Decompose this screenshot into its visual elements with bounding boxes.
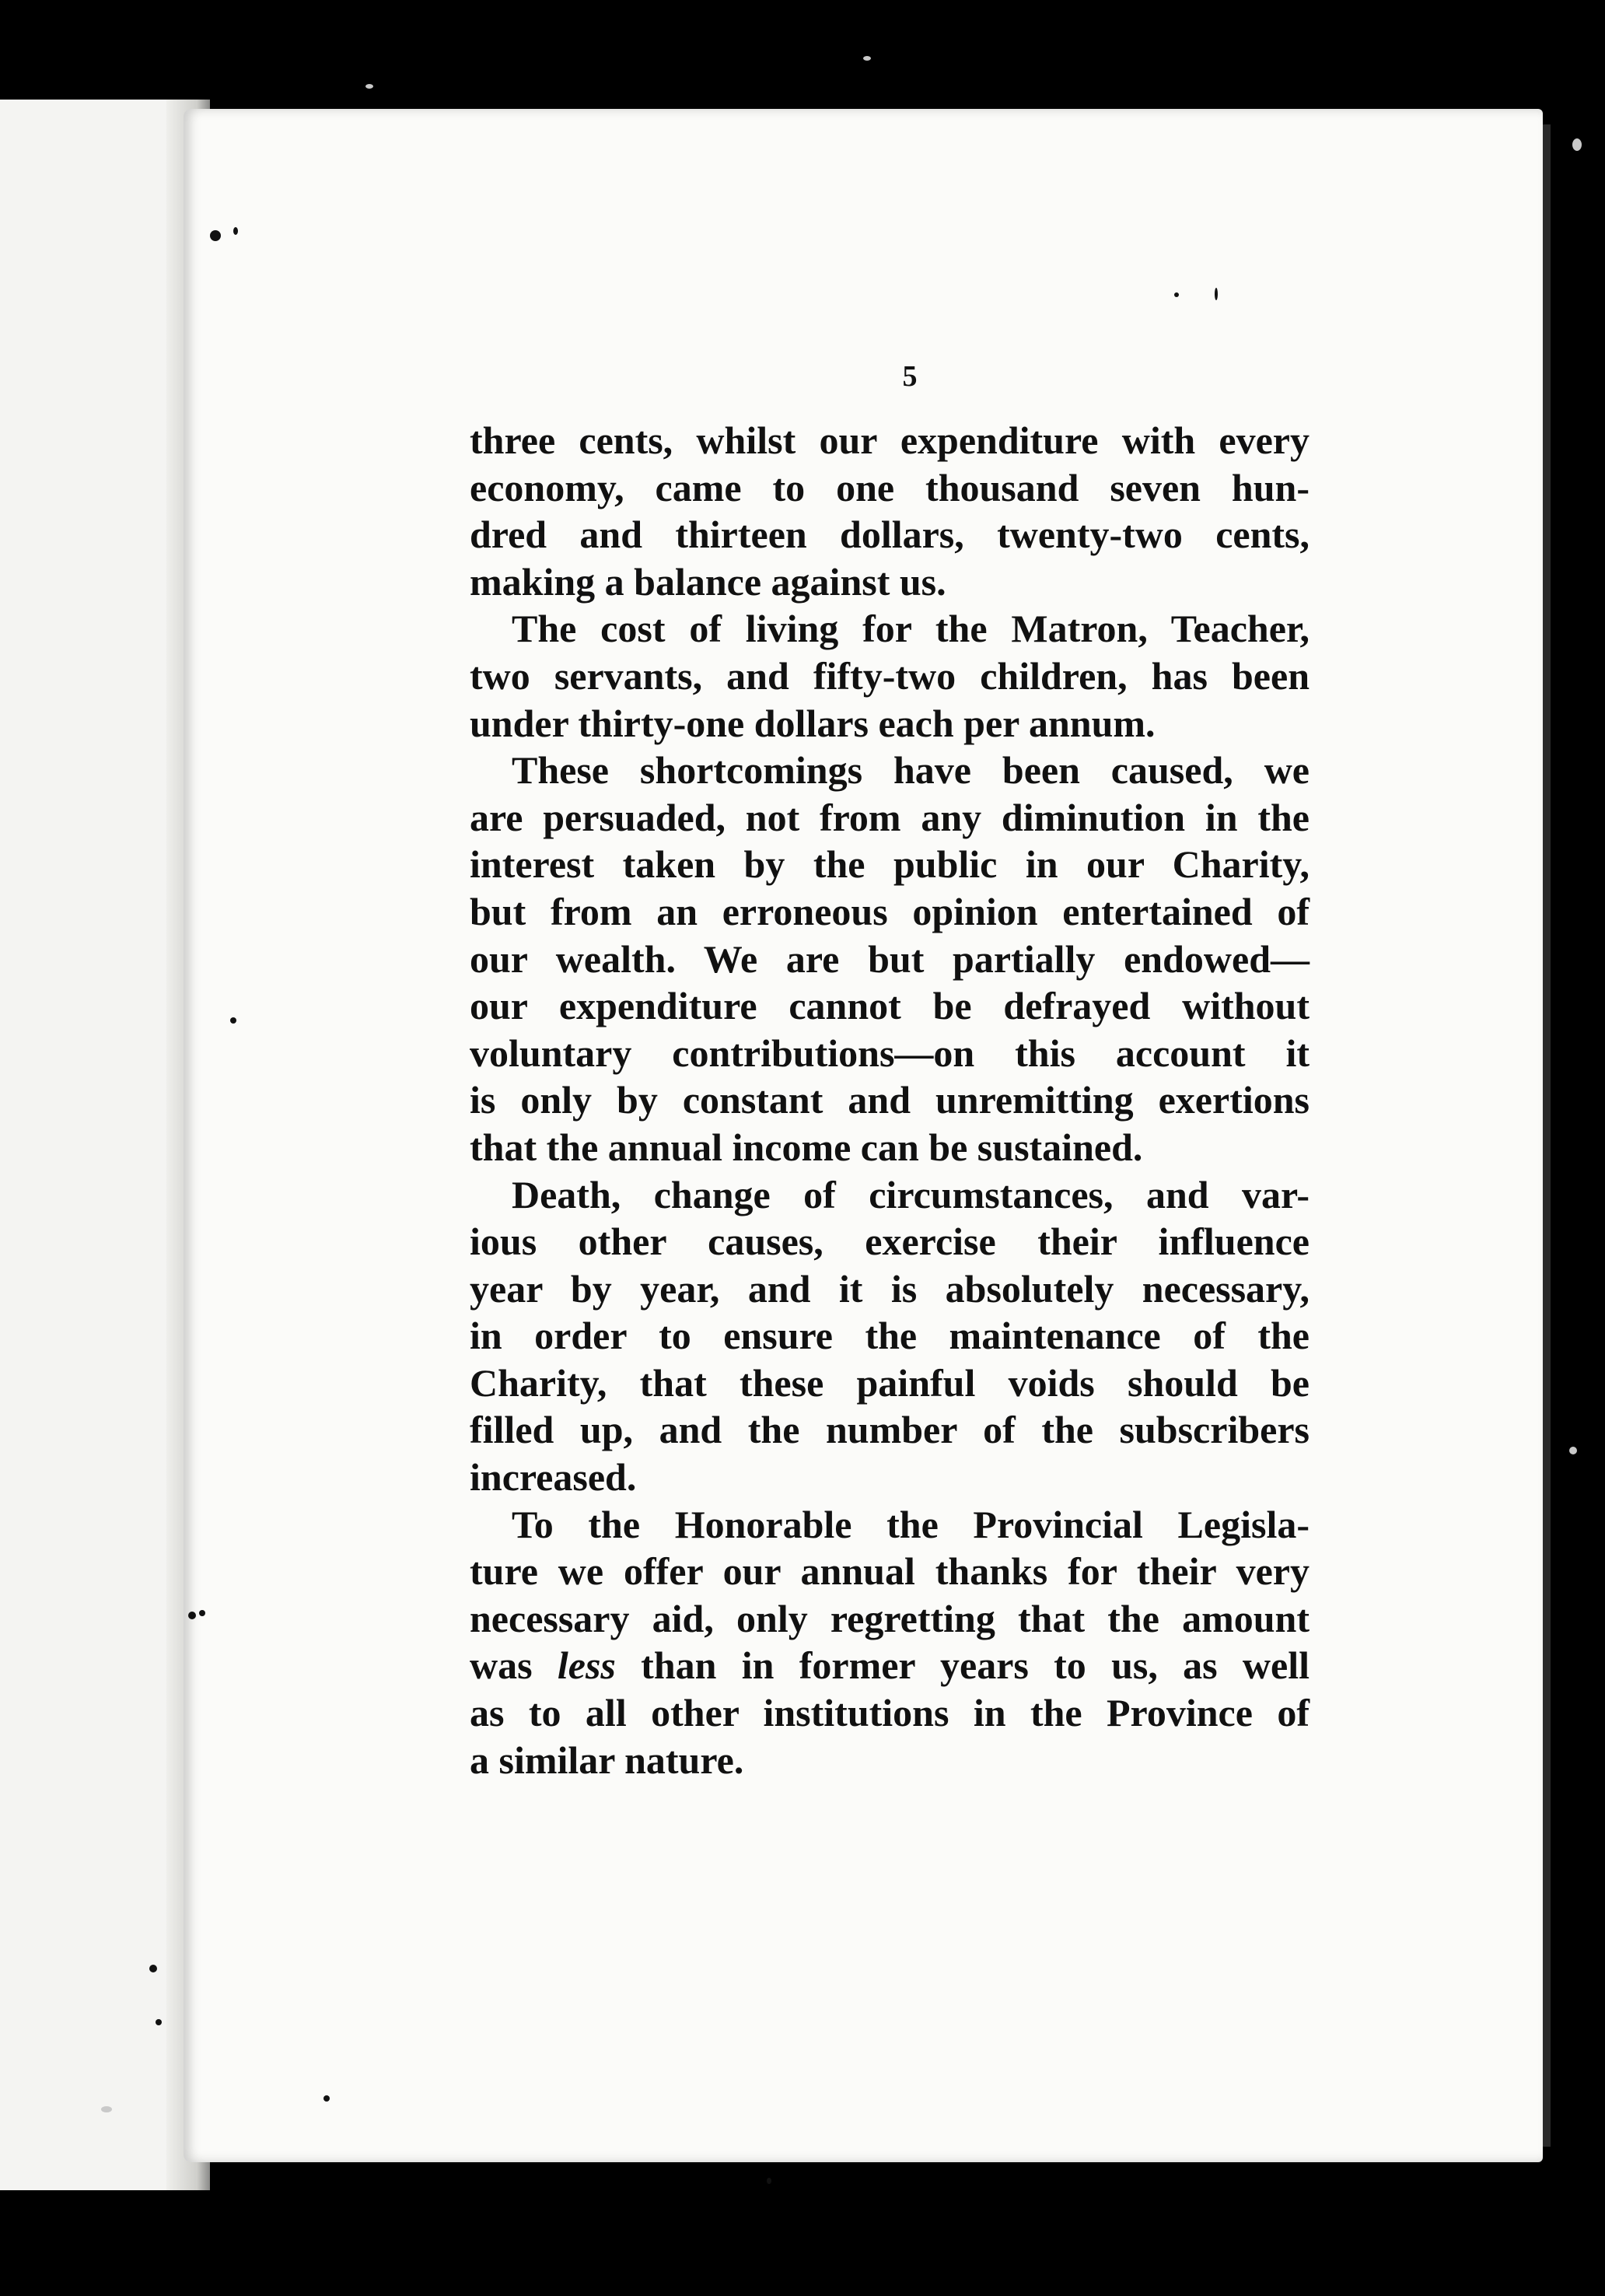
emphasized-word: less (557, 1643, 616, 1688)
text-line: three cents, whilst our expenditure with every (470, 418, 1310, 462)
text-line: two servants, and fifty-two children, has been (470, 653, 1310, 698)
text-line: our wealth. We are but partially endowed— (470, 936, 1310, 981)
scan-speck (863, 56, 871, 61)
text-line: Death, change of circumstances, and var- (512, 1172, 1310, 1216)
scan-speck (1174, 292, 1179, 297)
text-fragment: than in former years to us, as well (641, 1643, 1310, 1688)
text-line: increased. (470, 1455, 637, 1500)
text-line: ious other causes, exercise their influence (470, 1220, 1310, 1264)
body-text (470, 417, 1310, 1783)
text-line: Charity, that these painful voids should be (470, 1360, 1310, 1405)
text-line: are persuaded, not from any diminution in the (470, 795, 1310, 839)
text-line: but from an erroneous opinion entertained of (470, 889, 1310, 933)
page-right-shadow (1543, 124, 1551, 2147)
scan-speck (199, 1610, 205, 1616)
text-line: To the Honorable the Provincial Legisla- (512, 1502, 1310, 1546)
text-line: economy, came to one thousand seven hun- (470, 465, 1310, 509)
text-line: ture we offer our annual thanks for their very (470, 1549, 1310, 1594)
paragraph (470, 605, 1310, 747)
text-line: under thirty-one dollars each per annum. (470, 701, 1156, 745)
text-line: filled up, and the number of the subscribers (470, 1408, 1310, 1452)
text-line: year by year, and it is absolutely necessary, (470, 1266, 1310, 1311)
text-line-with-emphasis (470, 1642, 1310, 1689)
text-line: in order to ensure the maintenance of the (470, 1314, 1310, 1358)
scan-speck (230, 1017, 236, 1024)
text-line: as to all other institutions in the Province of (470, 1691, 1310, 1735)
text-line: interest taken by the public in our Charity, (470, 842, 1310, 887)
paragraph (470, 1171, 1310, 1501)
text-line: is only by constant and unremitting exertions (470, 1078, 1310, 1122)
scan-speck (767, 2178, 771, 2184)
text-line: our expenditure cannot be defrayed without (470, 984, 1310, 1028)
text-line: The cost of living for the Matron, Teacher, (512, 607, 1310, 651)
scan-speck (156, 2019, 162, 2025)
scan-speck (149, 1965, 157, 1972)
paragraph (470, 417, 1310, 605)
paragraph (470, 1501, 1310, 1784)
scan-speck (365, 84, 373, 89)
scan-speck (101, 2106, 112, 2112)
text-line: a similar nature. (470, 1738, 744, 1782)
scan-speck (1569, 1447, 1577, 1454)
text-line: These shortcomings have been caused, we (512, 748, 1310, 793)
paragraph (470, 747, 1310, 1171)
text-line: necessary aid, only regretting that the amount (470, 1596, 1310, 1640)
scan-speck (323, 2095, 330, 2102)
text-fragment: was (470, 1643, 533, 1688)
text-line: dred and thirteen dollars, twenty-two cents, (470, 513, 1310, 557)
text-line: making a balance against us. (470, 559, 946, 604)
scan-speck (233, 227, 238, 235)
page-number: 5 (902, 360, 918, 393)
scan-speck (1215, 288, 1218, 300)
scan-speck (188, 1612, 196, 1619)
scan-speck (210, 230, 221, 241)
text-line: voluntary contributions—on this account it (470, 1031, 1310, 1075)
text-line: that the annual income can be sustained. (470, 1125, 1143, 1169)
scan-speck (1572, 138, 1582, 151)
